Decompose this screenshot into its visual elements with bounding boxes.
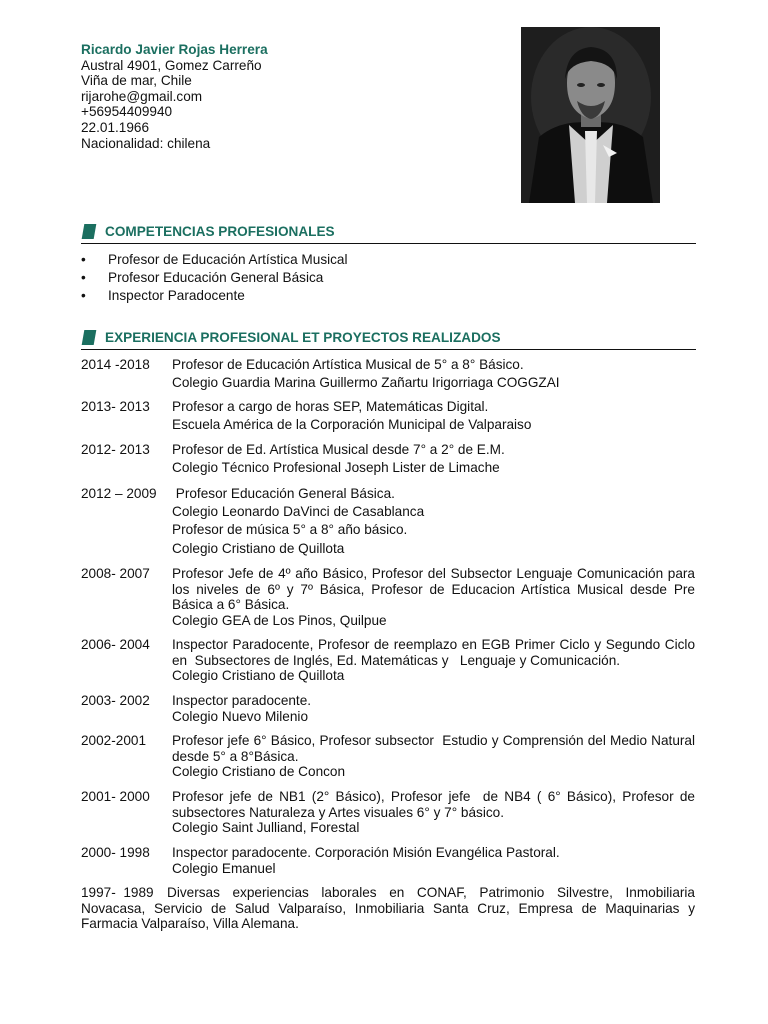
experience-line: Profesor de Ed. Artística Musical desde 7° a 2° de E.M. bbox=[172, 442, 505, 457]
experience-years: 2012 – 2009 bbox=[81, 486, 157, 501]
experience-line: Profesor a cargo de horas SEP, Matemáticas Digital. bbox=[172, 399, 489, 414]
person-name: Ricardo Javier Rojas Herrera bbox=[81, 42, 268, 57]
experience-entry bbox=[81, 789, 699, 836]
experience-entry bbox=[81, 566, 695, 628]
experience-years: 2006- 2004 bbox=[81, 637, 150, 652]
experience-entry bbox=[81, 442, 695, 476]
experience-text: Diversas experiencias laborales en CONAF, Patrimonio Silvestre, Inmobiliaria Novacasa, Servicio de Salud Valparaíso, Inmobiliaria Santa Cruz, Empresa de Maquinarias y Farmacia Valparaíso, Villa Alemana. bbox=[81, 885, 695, 932]
experience-entry bbox=[81, 885, 695, 932]
experience-text: Profesor jefe de NB1 (2° Básico), Profesor jefe de NB4 ( 6° Básico), Profesor de subsectores Naturaleza y Artes visuales 6° y 7° básico. bbox=[172, 789, 699, 820]
experience-text: Inspector paradocente. bbox=[172, 693, 312, 708]
experience-years: 2001- 2000 bbox=[81, 789, 150, 804]
experience-years: 2012- 2013 bbox=[81, 442, 150, 457]
section-marker-icon bbox=[82, 330, 97, 345]
experience-text: Inspector paradocente. Corporación Misión Evangélica Pastoral. bbox=[172, 845, 560, 860]
experience-text: Profesor jefe 6° Básico, Profesor subsector Estudio y Comprensión del Medio Natural desde 5° a 8°Básica. bbox=[172, 733, 699, 764]
list-item bbox=[81, 251, 348, 269]
experience-years: 1997- 1989 bbox=[81, 885, 154, 900]
phone: +56954409940 bbox=[81, 104, 173, 120]
bullet: • bbox=[81, 252, 86, 267]
experience-entry bbox=[81, 357, 695, 391]
experience-line: Colegio Técnico Profesional Joseph Lister de Limache bbox=[172, 460, 500, 476]
experience-institution: Colegio Saint Julliand, Forestal bbox=[172, 820, 360, 836]
experience-institution: Colegio Nuevo Milenio bbox=[172, 708, 309, 724]
list-item-text: Profesor Educación General Básica bbox=[108, 270, 324, 286]
experience-institution: Colegio Cristiano de Concon bbox=[172, 764, 346, 780]
experience-line: Profesor de música 5° a 8° año básico. bbox=[172, 522, 408, 538]
experience-line: Colegio Guardia Marina Guillermo Zañartu Irigorriaga COGGZAI bbox=[172, 375, 560, 391]
experience-line: Profesor Educación General Básica. bbox=[172, 486, 395, 501]
experience-years: 2002-2001 bbox=[81, 733, 147, 748]
list-item-text: Inspector Paradocente bbox=[108, 288, 245, 304]
experience-entry bbox=[81, 693, 695, 724]
email: rijarohe@gmail.com bbox=[81, 88, 203, 104]
section-header-experiencia bbox=[81, 329, 696, 350]
birthdate: 22.01.1966 bbox=[81, 119, 150, 135]
list-item-text: Profesor de Educación Artística Musical bbox=[108, 252, 348, 267]
experience-entry bbox=[81, 733, 699, 780]
experience-line: Colegio Leonardo DaVinci de Casablanca bbox=[172, 504, 425, 520]
experience-entry bbox=[81, 637, 699, 684]
section-title: COMPETENCIAS PROFESIONALES bbox=[105, 224, 335, 239]
experience-years: 2013- 2013 bbox=[81, 399, 150, 414]
nationality: Nacionalidad: chilena bbox=[81, 135, 211, 151]
section-marker-icon bbox=[82, 224, 97, 239]
section-title: EXPERIENCIA PROFESIONAL ET PROYECTOS REALIZADOS bbox=[105, 330, 501, 345]
experience-institution: Colegio GEA de Los Pinos, Quilpue bbox=[172, 612, 387, 628]
list-item bbox=[81, 287, 348, 305]
experience-line: Colegio Cristiano de Quillota bbox=[172, 540, 345, 556]
experience-years: 2000- 1998 bbox=[81, 845, 150, 860]
experience-text: Inspector Paradocente, Profesor de reemplazo en EGB Primer Ciclo y Segundo Ciclo en Subsectores de Inglés, Ed. Matemáticas y Lenguaje y Comunicación. bbox=[172, 637, 699, 668]
experience-line: Profesor de Educación Artística Musical de 5° a 8° Básico. bbox=[172, 357, 524, 372]
experience-years: 2003- 2002 bbox=[81, 693, 150, 708]
experience-institution: Colegio Cristiano de Quillota bbox=[172, 668, 345, 684]
portrait-photo bbox=[521, 27, 660, 203]
experience-entry bbox=[81, 399, 695, 433]
list-item bbox=[81, 269, 348, 287]
experience-line: Escuela América de la Corporación Municipal de Valparaiso bbox=[172, 417, 532, 433]
contact-block bbox=[81, 42, 268, 151]
experience-entry bbox=[81, 486, 695, 556]
experience-years: 2014 -2018 bbox=[81, 357, 150, 372]
city: Viña de mar, Chile bbox=[81, 73, 192, 89]
address: Austral 4901, Gomez Carreño bbox=[81, 57, 262, 73]
experience-institution: Colegio Emanuel bbox=[172, 860, 276, 876]
bullet: • bbox=[81, 288, 86, 304]
portrait-illustration bbox=[521, 27, 660, 203]
experience-years: 2008- 2007 bbox=[81, 566, 150, 581]
competencias-list bbox=[81, 251, 348, 306]
section-header-competencias bbox=[81, 223, 696, 244]
bullet: • bbox=[81, 270, 86, 286]
experience-text: Profesor Jefe de 4º año Básico, Profesor del Subsector Lenguaje Comunicación para los niveles de 6º y 7º Básica, Profesor de Educacion Artística Musical desde Pre Básica a 6° Básica. bbox=[172, 566, 695, 613]
experience-entry bbox=[81, 845, 695, 876]
